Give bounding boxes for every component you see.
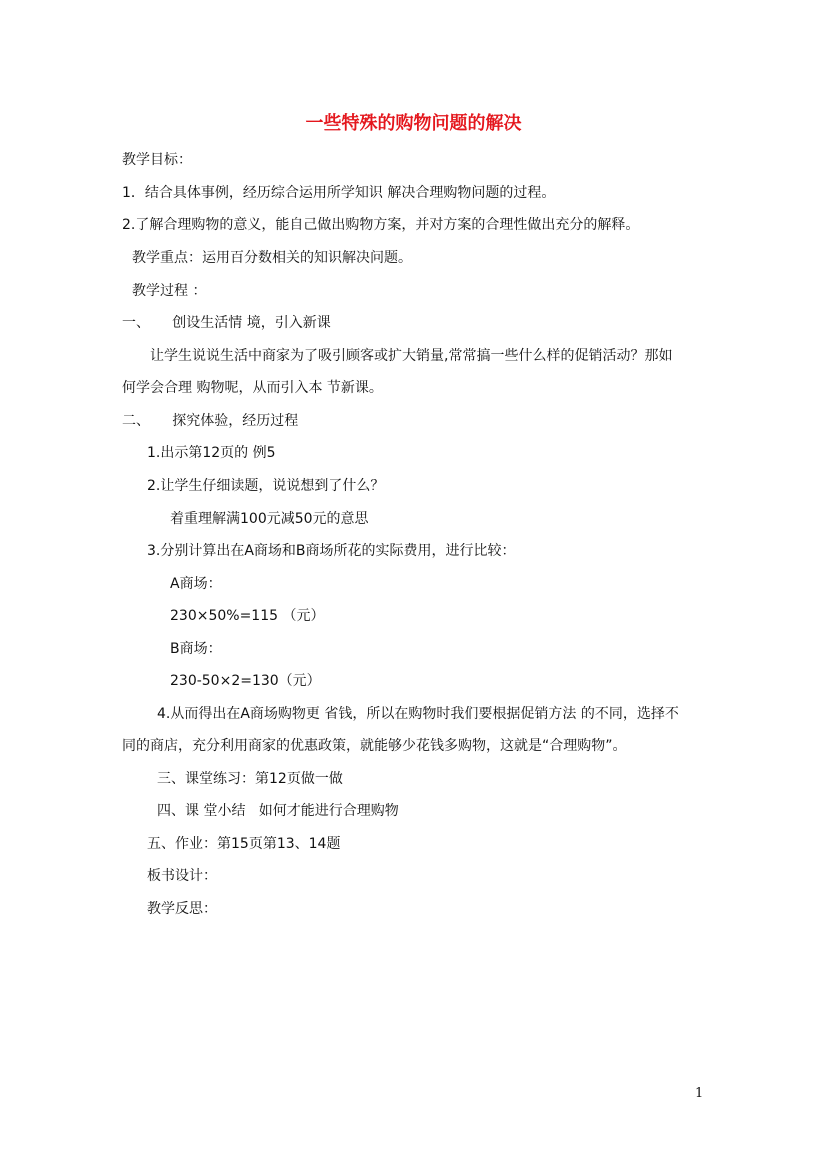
step-2: 2.让学生仔细读题，说说想到了什么？ [147,478,385,494]
board-design: 板书设计： [147,868,217,884]
objectives-heading: 教学目标： [122,152,192,168]
section-2-heading: 二、 探究体验，经历过程 [122,413,299,429]
section-1-paragraph-line-1: 让学生说说生活中商家为了吸引顾客或扩大销量,常常搞一些什么样的促销活动？那如 [150,348,673,364]
store-b-label: B商场： [170,641,222,657]
teaching-reflection: 教学反思： [147,901,217,917]
store-a-label: A商场： [170,576,222,592]
page-number: 1 [695,1086,704,1101]
step-3: 3.分别计算出在A商场和B商场所花的实际费用，进行比较： [147,543,516,559]
section-3-exercise: 三、课堂练习：第12页做一做 [157,771,343,787]
objective-1: 1．结合具体事例，经历综合运用所学知识 解决合理购物问题的过程。 [122,185,556,201]
document-title: 一些特殊的购物问题的解决 [305,113,522,134]
process-heading: 教学过程 ： [132,283,207,299]
section-1-paragraph-line-2: 何学会合理 购物呢，从而引入本 节新课。 [122,380,383,396]
store-b-calculation: 230-50×2=130（元） [170,673,321,689]
section-5-homework: 五、作业：第15页第13、14题 [147,836,341,852]
step-1: 1.出示第12页的 例5 [147,445,276,461]
step-4-line-2: 同的商店，充分利用商家的优惠政策，就能够少花钱多购物，这就是“合理购物”。 [122,738,627,754]
section-4-summary: 四、课 堂小结 如何才能进行合理购物 [157,803,399,819]
key-point: 教学重点：运用百分数相关的知识解决问题。 [132,250,412,266]
step-4-line-1: 4.从而得出在A商场购物更 省钱，所以在购物时我们要根据促销方法 的不同，选择不 [157,706,679,722]
store-a-calculation: 230×50%=115 （元） [170,608,325,624]
step-2-note: 着重理解满100元减50元的意思 [170,511,369,527]
objective-2: 2.了解合理购物的意义，能自己做出购物方案，并对方案的合理性做出充分的解释。 [122,217,640,233]
section-1-heading: 一、 创设生活情 境，引入新课 [122,315,331,331]
